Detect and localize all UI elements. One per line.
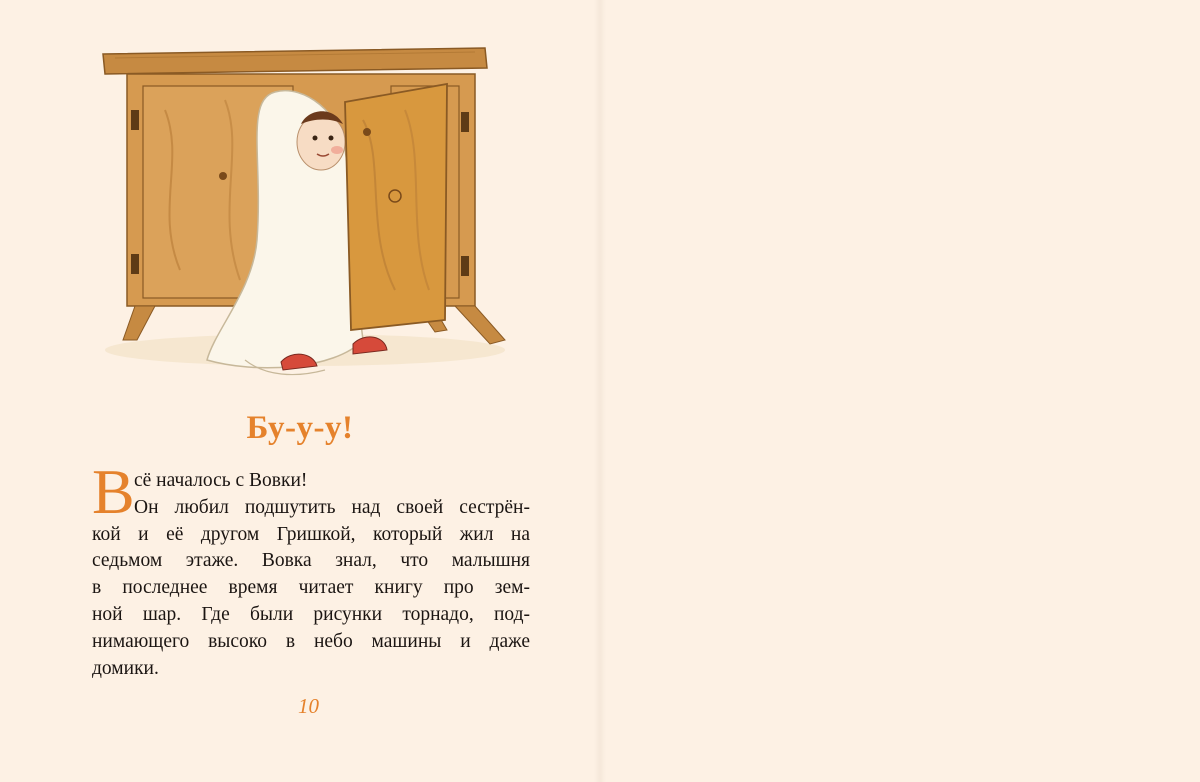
text-line: домики. xyxy=(92,657,159,679)
child-in-blanket-cupboard-icon xyxy=(95,40,515,400)
text-line: кой и её другом Гришкой, который жил на xyxy=(92,523,530,545)
left-page-text xyxy=(92,468,530,682)
text-line: в последнее время читает книгу про зем- xyxy=(92,577,530,599)
text-line: сё началось с Вовки! xyxy=(134,470,308,491)
text-line: ной шар. Где были рисунки торнадо, под- xyxy=(92,603,530,625)
text-line: Он любил подшутить над своей сестрён- xyxy=(134,496,530,518)
page-number-left: 10 xyxy=(298,694,319,718)
drop-cap: В xyxy=(92,456,135,527)
chapter-title: Бу-у-у! xyxy=(246,410,354,446)
right-page xyxy=(600,0,1200,782)
text-line: седьмом этаже. Вовка знал, что малышня xyxy=(92,550,530,572)
text-line: нимающего высоко в небо машины и даже xyxy=(92,630,530,652)
